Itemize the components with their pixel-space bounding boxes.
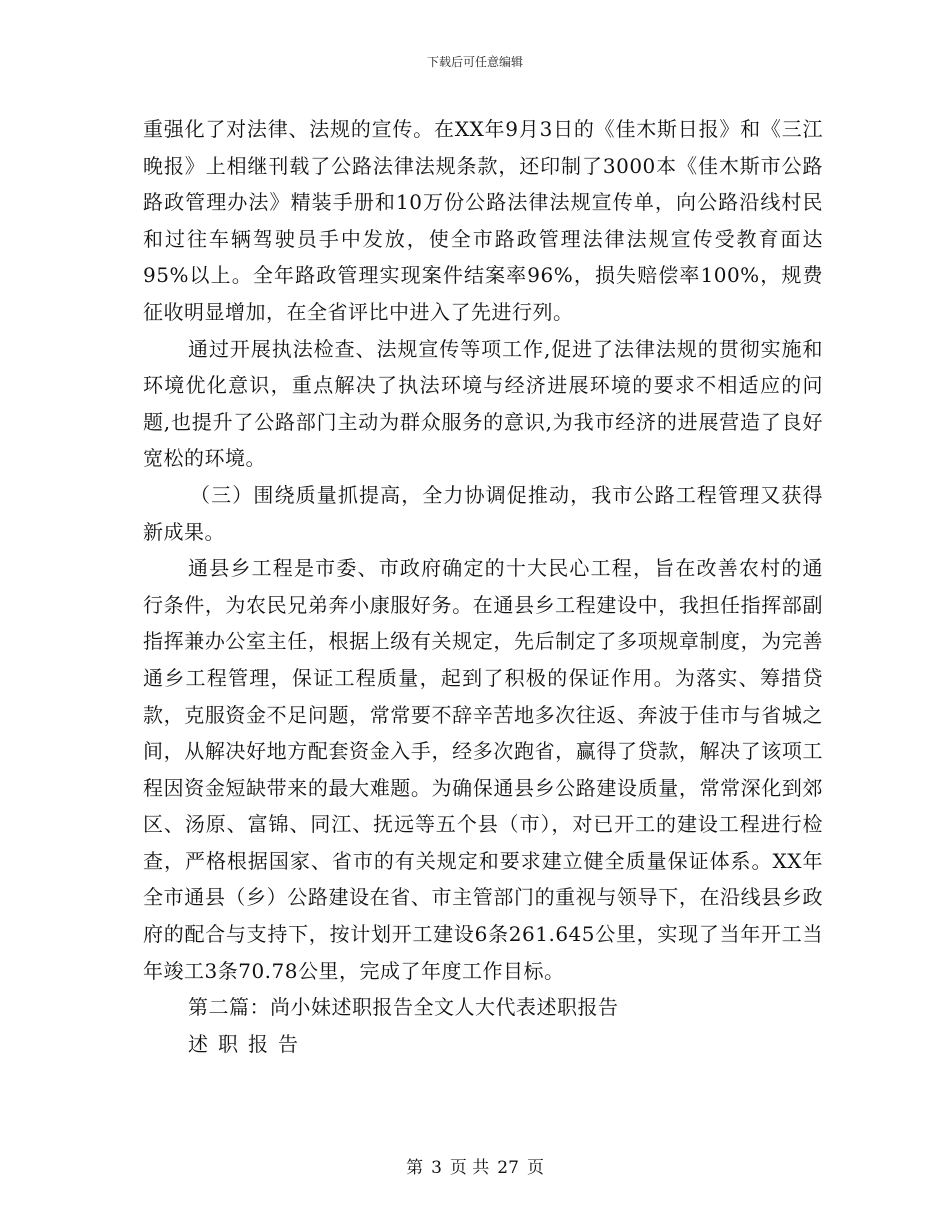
paragraph-law-publicity: 重强化了对法律、法规的宣传。在XX年9月3日的《佳木斯日报》和《三江晚报》上相继刊载了公路法律法规条款，还印制了3000本《佳木斯市公路路政管理办法》精装手册和10万份公路法律法规宣传单，向公路沿线村民和过往车辆驾驶员手中发放，使全市路政管理法律法规宣传受教育面达95%以上。全年路政管理实现案件结案率96%，损失赔偿率100%，规费征收明显增加，在全省评比中进入了先进行列。 [143,117,823,324]
paragraph-second-article-title: 第二篇：尚小妹述职报告全文人大代表述职报告 [188,995,619,1020]
page-header-note: 下载后可任意编辑 [426,55,523,69]
document-body [143,111,823,1062]
footer-total-pages: 27 [497,1158,519,1178]
paragraph-law-enforcement: 通过开展执法检查、法规宣传等项工作,促进了法律法规的贯彻实施和环境优化意识，重点解决了执法环境与经济进展环境的要求不相适应的问题,也提升了公路部门主动为群众服务的意识,为我市经济的进展营造了良好宽松的环境。 [143,336,823,471]
paragraph-section-three-heading: （三）围绕质量抓提高，全力协调促推动，我市公路工程管理又获得新成果。 [143,482,823,544]
footer-page-number: 3 [431,1158,442,1178]
footer-prefix: 第 [406,1158,424,1178]
paragraph-report-title: 述职报告 [188,1031,308,1056]
footer-mid: 页 共 [449,1158,490,1178]
page-footer [0,1153,950,1178]
paragraph-county-road-project: 通县乡工程是市委、市政府确定的十大民心工程，旨在改善农村的通行条件，为农民兄弟奔小康服好务。在通县乡工程建设中，我担任指挥部副指挥兼办公室主任，根据上级有关规定，先后制定了多项规章制度，为完善通乡工程管理，保证工程质量，起到了积极的保证作用。为落实、筹措贷款，克服资金不足问题，常常要不辞辛苦地多次往返、奔波于佳市与省城之间，从解决好地方配套资金入手，经多次跑省，赢得了贷款，解决了该项工程因资金短缺带来的最大难题。为确保通县乡公路建设质量，常常深化到郊区、汤原、富锦、同江、抚远等五个县（市），对已开工的建设工程进行检查，严格根据国家、省市的有关规定和要求建立健全质量保证体系。XX年全市通县（乡）公路建设在省、市主管部门的重视与领导下，在沿线县乡政府的配合与支持下，按计划开工建设6条261.645公里，实现了当年开工当年竣工3条70.78公里，完成了年度工作目标。 [143,556,823,983]
footer-suffix: 页 [526,1158,544,1178]
